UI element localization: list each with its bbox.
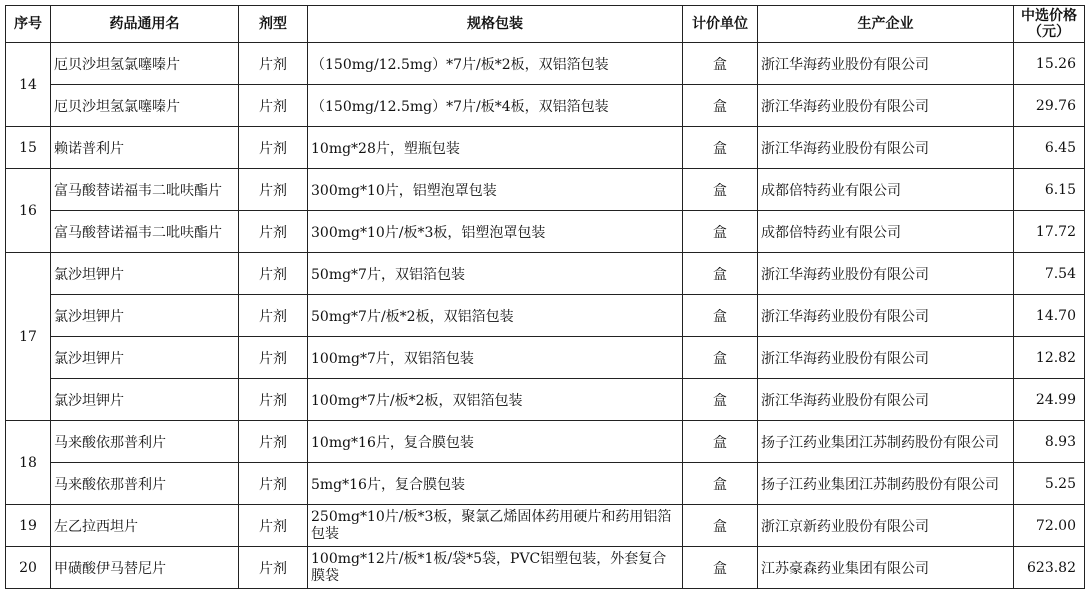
cell-spec-package: 10mg*28片，塑瓶包装 — [308, 127, 683, 169]
cell-seq: 18 — [6, 421, 51, 505]
cell-manufacturer: 成都倍特药业有限公司 — [758, 211, 1014, 253]
cell-spec-package: 100mg*7片，双铝箔包装 — [308, 337, 683, 379]
cell-unit: 盒 — [683, 463, 758, 505]
cell-seq: 19 — [6, 505, 51, 547]
cell-unit: 盒 — [683, 127, 758, 169]
cell-drug-name: 氯沙坦钾片 — [51, 337, 239, 379]
cell-spec-package: 50mg*7片，双铝箔包装 — [308, 253, 683, 295]
cell-seq: 15 — [6, 127, 51, 169]
header-form: 剂型 — [239, 6, 308, 43]
cell-seq: 14 — [6, 43, 51, 127]
cell-spec-package: 50mg*7片/板*2板，双铝箔包装 — [308, 295, 683, 337]
cell-dosage-form: 片剂 — [239, 421, 308, 463]
cell-price: 8.93 — [1014, 421, 1085, 463]
cell-manufacturer: 江苏豪森药业集团有限公司 — [758, 547, 1014, 589]
cell-dosage-form: 片剂 — [239, 379, 308, 421]
cell-manufacturer: 浙江京新药业股份有限公司 — [758, 505, 1014, 547]
cell-seq: 16 — [6, 169, 51, 253]
cell-spec-package: 250mg*10片/板*3板，聚氯乙烯固体药用硬片和药用铝箔包装 — [308, 505, 683, 547]
table-row — [6, 43, 1085, 85]
cell-unit: 盒 — [683, 337, 758, 379]
cell-unit: 盒 — [683, 547, 758, 589]
cell-dosage-form: 片剂 — [239, 127, 308, 169]
header-name: 药品通用名 — [51, 6, 239, 43]
cell-seq: 17 — [6, 253, 51, 421]
cell-price: 24.99 — [1014, 379, 1085, 421]
table-row — [6, 379, 1085, 421]
header-spec: 规格包装 — [308, 6, 683, 43]
cell-price: 6.45 — [1014, 127, 1085, 169]
cell-drug-name: 氯沙坦钾片 — [51, 253, 239, 295]
cell-dosage-form: 片剂 — [239, 85, 308, 127]
cell-spec-package: （150mg/12.5mg）*7片/板*4板，双铝箔包装 — [308, 85, 683, 127]
table-row — [6, 463, 1085, 505]
cell-drug-name: 甲磺酸伊马替尼片 — [51, 547, 239, 589]
cell-dosage-form: 片剂 — [239, 169, 308, 211]
cell-dosage-form: 片剂 — [239, 43, 308, 85]
cell-unit: 盒 — [683, 379, 758, 421]
cell-spec-package: 300mg*10片，铝塑泡罩包装 — [308, 169, 683, 211]
cell-unit: 盒 — [683, 295, 758, 337]
cell-drug-name: 马来酸依那普利片 — [51, 463, 239, 505]
cell-drug-name: 左乙拉西坦片 — [51, 505, 239, 547]
cell-manufacturer: 扬子江药业集团江苏制药股份有限公司 — [758, 463, 1014, 505]
cell-drug-name: 富马酸替诺福韦二吡呋酯片 — [51, 169, 239, 211]
cell-spec-package: 300mg*10片/板*3板，铝塑泡罩包装 — [308, 211, 683, 253]
cell-price: 29.76 — [1014, 85, 1085, 127]
cell-manufacturer: 浙江华海药业股份有限公司 — [758, 43, 1014, 85]
cell-dosage-form: 片剂 — [239, 505, 308, 547]
cell-manufacturer: 浙江华海药业股份有限公司 — [758, 127, 1014, 169]
table-row — [6, 169, 1085, 211]
cell-drug-name: 厄贝沙坦氢氯噻嗪片 — [51, 43, 239, 85]
drug-price-table — [5, 5, 1085, 589]
cell-unit: 盒 — [683, 43, 758, 85]
cell-dosage-form: 片剂 — [239, 253, 308, 295]
cell-dosage-form: 片剂 — [239, 547, 308, 589]
table-row — [6, 211, 1085, 253]
cell-manufacturer: 浙江华海药业股份有限公司 — [758, 253, 1014, 295]
cell-price: 12.82 — [1014, 337, 1085, 379]
cell-dosage-form: 片剂 — [239, 337, 308, 379]
cell-drug-name: 厄贝沙坦氢氯噻嗪片 — [51, 85, 239, 127]
cell-manufacturer: 浙江华海药业股份有限公司 — [758, 295, 1014, 337]
cell-unit: 盒 — [683, 211, 758, 253]
cell-unit: 盒 — [683, 505, 758, 547]
cell-price: 7.54 — [1014, 253, 1085, 295]
cell-dosage-form: 片剂 — [239, 211, 308, 253]
cell-spec-package: 100mg*7片/板*2板，双铝箔包装 — [308, 379, 683, 421]
cell-price: 17.72 — [1014, 211, 1085, 253]
table-row — [6, 547, 1085, 589]
table-row — [6, 85, 1085, 127]
cell-price: 72.00 — [1014, 505, 1085, 547]
header-maker: 生产企业 — [758, 6, 1014, 43]
cell-price: 5.25 — [1014, 463, 1085, 505]
cell-manufacturer: 浙江华海药业股份有限公司 — [758, 379, 1014, 421]
cell-drug-name: 赖诺普利片 — [51, 127, 239, 169]
cell-spec-package: 5mg*16片，复合膜包装 — [308, 463, 683, 505]
table-row — [6, 337, 1085, 379]
cell-manufacturer: 浙江华海药业股份有限公司 — [758, 85, 1014, 127]
table-body — [6, 43, 1085, 589]
header-price: 中选价格（元） — [1014, 6, 1085, 43]
cell-unit: 盒 — [683, 253, 758, 295]
cell-price: 623.82 — [1014, 547, 1085, 589]
cell-unit: 盒 — [683, 169, 758, 211]
cell-drug-name: 氯沙坦钾片 — [51, 295, 239, 337]
header-row — [6, 6, 1085, 43]
cell-manufacturer: 成都倍特药业有限公司 — [758, 169, 1014, 211]
cell-spec-package: 100mg*12片/板*1板/袋*5袋，PVC铝塑包装，外套复合膜袋 — [308, 547, 683, 589]
cell-unit: 盒 — [683, 421, 758, 463]
cell-dosage-form: 片剂 — [239, 295, 308, 337]
cell-dosage-form: 片剂 — [239, 463, 308, 505]
cell-drug-name: 马来酸依那普利片 — [51, 421, 239, 463]
cell-spec-package: 10mg*16片，复合膜包装 — [308, 421, 683, 463]
cell-price: 15.26 — [1014, 43, 1085, 85]
cell-drug-name: 氯沙坦钾片 — [51, 379, 239, 421]
table-row — [6, 421, 1085, 463]
table-row — [6, 127, 1085, 169]
header-seq: 序号 — [6, 6, 51, 43]
header-unit: 计价单位 — [683, 6, 758, 43]
table-row — [6, 295, 1085, 337]
cell-manufacturer: 扬子江药业集团江苏制药股份有限公司 — [758, 421, 1014, 463]
cell-price: 6.15 — [1014, 169, 1085, 211]
cell-drug-name: 富马酸替诺福韦二吡呋酯片 — [51, 211, 239, 253]
cell-unit: 盒 — [683, 85, 758, 127]
cell-seq: 20 — [6, 547, 51, 589]
cell-manufacturer: 浙江华海药业股份有限公司 — [758, 337, 1014, 379]
cell-price: 14.70 — [1014, 295, 1085, 337]
cell-spec-package: （150mg/12.5mg）*7片/板*2板，双铝箔包装 — [308, 43, 683, 85]
table-row — [6, 505, 1085, 547]
table-row — [6, 253, 1085, 295]
